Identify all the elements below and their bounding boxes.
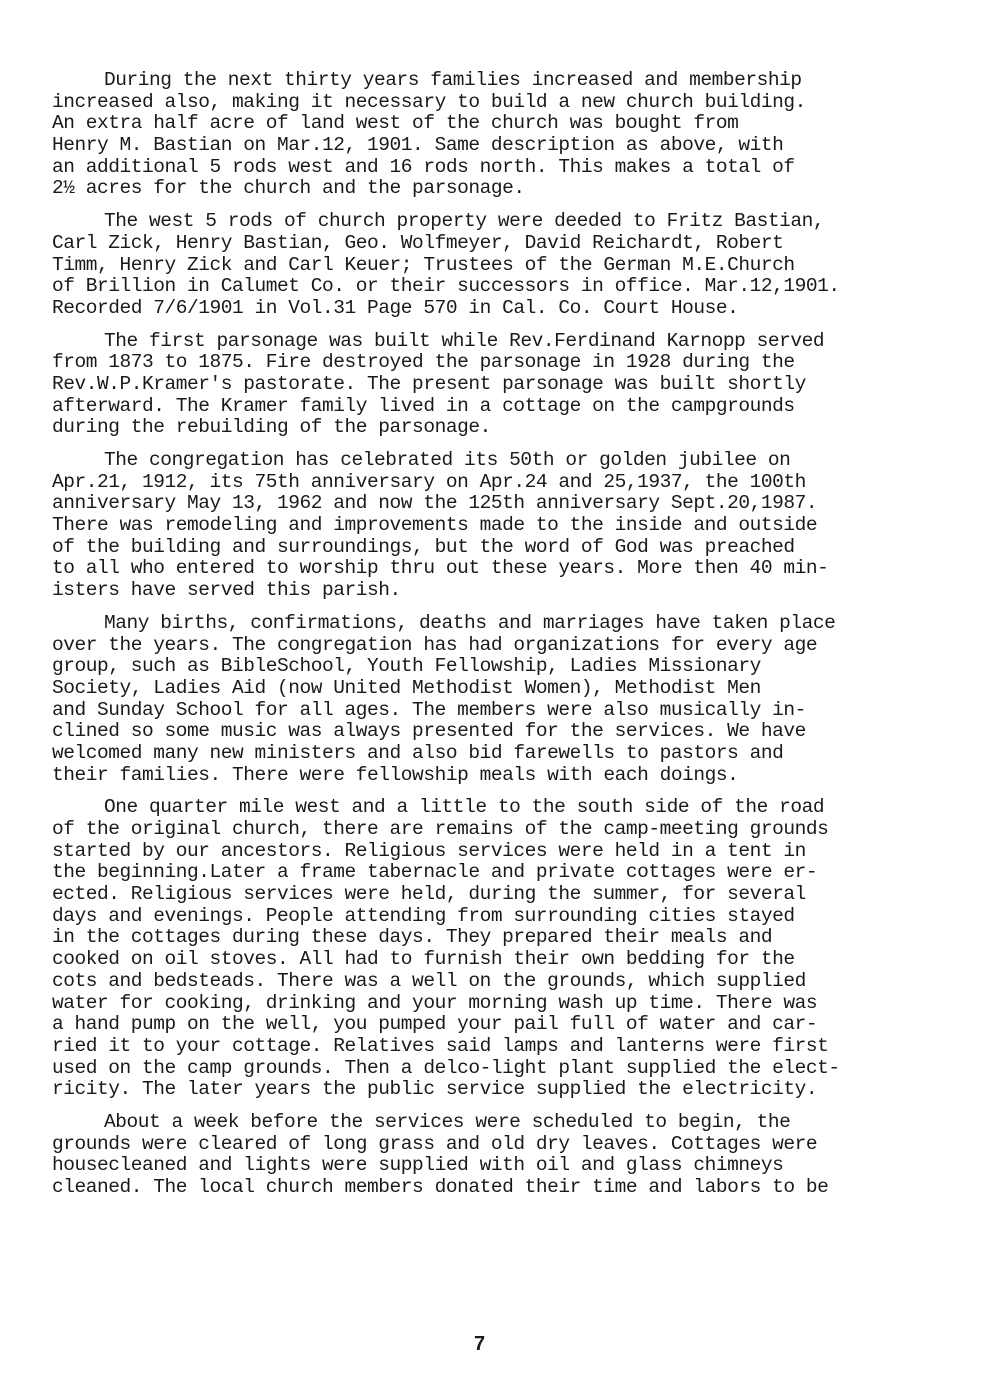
text-line: in the cottages during these days. They prepared their meals and bbox=[52, 926, 773, 949]
body-text bbox=[52, 70, 972, 1210]
text-line: Society, Ladies Aid (now United Methodist Women), Methodist Men bbox=[52, 676, 761, 699]
text-line: The west 5 rods of church property were deeded to Fritz Bastian, bbox=[104, 210, 825, 233]
text-line: days and evenings. People attending from surrounding cities stayed bbox=[52, 904, 795, 927]
text-line: Rev.W.P.Kramer's pastorate. The present parsonage was built shortly bbox=[52, 372, 806, 395]
text-line: Many births, confirmations, deaths and marriages have taken place bbox=[104, 611, 836, 634]
text-line: ricity. The later years the public service supplied the electricity. bbox=[52, 1078, 818, 1101]
text-line: ected. Religious services were held, during the summer, for several bbox=[52, 883, 806, 906]
text-line: started by our ancestors. Religious services were held in a tent in bbox=[52, 839, 806, 862]
text-line: increased also, making it necessary to build a new church building. bbox=[52, 90, 806, 113]
text-line: The congregation has celebrated its 50th or golden jubilee on bbox=[104, 449, 791, 471]
paragraph bbox=[52, 450, 972, 602]
page-number: 7 bbox=[474, 1333, 486, 1355]
text-line: during the rebuilding of the parsonage. bbox=[52, 416, 491, 439]
text-line: used on the camp grounds. Then a delco-light plant supplied the elect- bbox=[52, 1056, 840, 1079]
paragraph bbox=[52, 797, 972, 1101]
paragraph bbox=[52, 613, 972, 787]
text-line: the beginning.Later a frame tabernacle and private cottages were er- bbox=[52, 861, 818, 884]
paragraph bbox=[52, 331, 972, 439]
text-line: The first parsonage was built while Rev.Ferdinand Karnopp served bbox=[104, 329, 825, 352]
text-line: cleaned. The local church members donated their time and labors to be bbox=[52, 1176, 829, 1198]
text-line: Henry M. Bastian on Mar.12, 1901. Same description as above, with bbox=[52, 134, 784, 157]
paragraph bbox=[52, 70, 972, 200]
text-line: clined so some music was always presented for the services. We have bbox=[52, 720, 806, 743]
text-line: their families. There were fellowship meals with each doings. bbox=[52, 763, 739, 786]
text-line: of Brillion in Calumet Co. or their successors in office. Mar.12,1901. bbox=[52, 275, 840, 298]
text-line: cots and bedsteads. There was a well on the grounds, which supplied bbox=[52, 969, 806, 992]
text-line: During the next thirty years families increased and membership bbox=[104, 69, 802, 91]
text-line: isters have served this parish. bbox=[52, 579, 401, 602]
text-line: and Sunday School for all ages. The members were also musically in- bbox=[52, 698, 806, 721]
text-line: group, such as BibleSchool, Youth Fellowship, Ladies Missionary bbox=[52, 655, 761, 678]
text-line: over the years. The congregation has had organizations for every age bbox=[52, 633, 818, 656]
text-line: An extra half acre of land west of the church was bought from bbox=[52, 112, 739, 135]
text-line: ried it to your cottage. Relatives said lamps and lanterns were first bbox=[52, 1034, 829, 1057]
text-line: grounds were cleared of long grass and old dry leaves. Cottages were bbox=[52, 1132, 818, 1155]
text-line: Timm, Henry Zick and Carl Keuer; Trustees of the German M.E.Church bbox=[52, 253, 795, 276]
text-line: water for cooking, drinking and your morning wash up time. There was bbox=[52, 991, 818, 1014]
paragraph bbox=[52, 211, 972, 319]
text-line: anniversary May 13, 1962 and now the 125th anniversary Sept.20,1987. bbox=[52, 492, 818, 515]
text-line: to all who entered to worship thru out these years. More then 40 min- bbox=[52, 557, 829, 580]
text-line: from 1873 to 1875. Fire destroyed the parsonage in 1928 during the bbox=[52, 351, 795, 374]
text-line: a hand pump on the well, you pumped your pail full of water and car- bbox=[52, 1013, 818, 1036]
text-line: of the original church, there are remains of the camp-meeting grounds bbox=[52, 818, 829, 840]
text-line: One quarter mile west and a little to the south side of the road bbox=[104, 796, 825, 819]
text-line: housecleaned and lights were supplied with oil and glass chimneys bbox=[52, 1154, 784, 1177]
text-line: welcomed many new ministers and also bid farewells to pastors and bbox=[52, 741, 784, 764]
text-line: of the building and surroundings, but the word of God was preached bbox=[52, 535, 795, 558]
text-line: Carl Zick, Henry Bastian, Geo. Wolfmeyer, David Reichardt, Robert bbox=[52, 231, 784, 254]
paragraph bbox=[52, 1112, 972, 1199]
text-line: an additional 5 rods west and 16 rods north. This makes a total of bbox=[52, 155, 795, 178]
text-line: cooked on oil stoves. All had to furnish their own bedding for the bbox=[52, 948, 795, 971]
text-line: Apr.21, 1912, its 75th anniversary on Apr.24 and 25,1937, the 100th bbox=[52, 470, 806, 493]
text-line: There was remodeling and improvements made to the inside and outside bbox=[52, 514, 818, 537]
text-line: afterward. The Kramer family lived in a cottage on the campgrounds bbox=[52, 394, 795, 417]
text-line: 2½ acres for the church and the parsonage. bbox=[52, 177, 525, 200]
text-line: About a week before the services were scheduled to begin, the bbox=[104, 1110, 791, 1133]
text-line: Recorded 7/6/1901 in Vol.31 Page 570 in Cal. Co. Court House. bbox=[52, 296, 739, 319]
